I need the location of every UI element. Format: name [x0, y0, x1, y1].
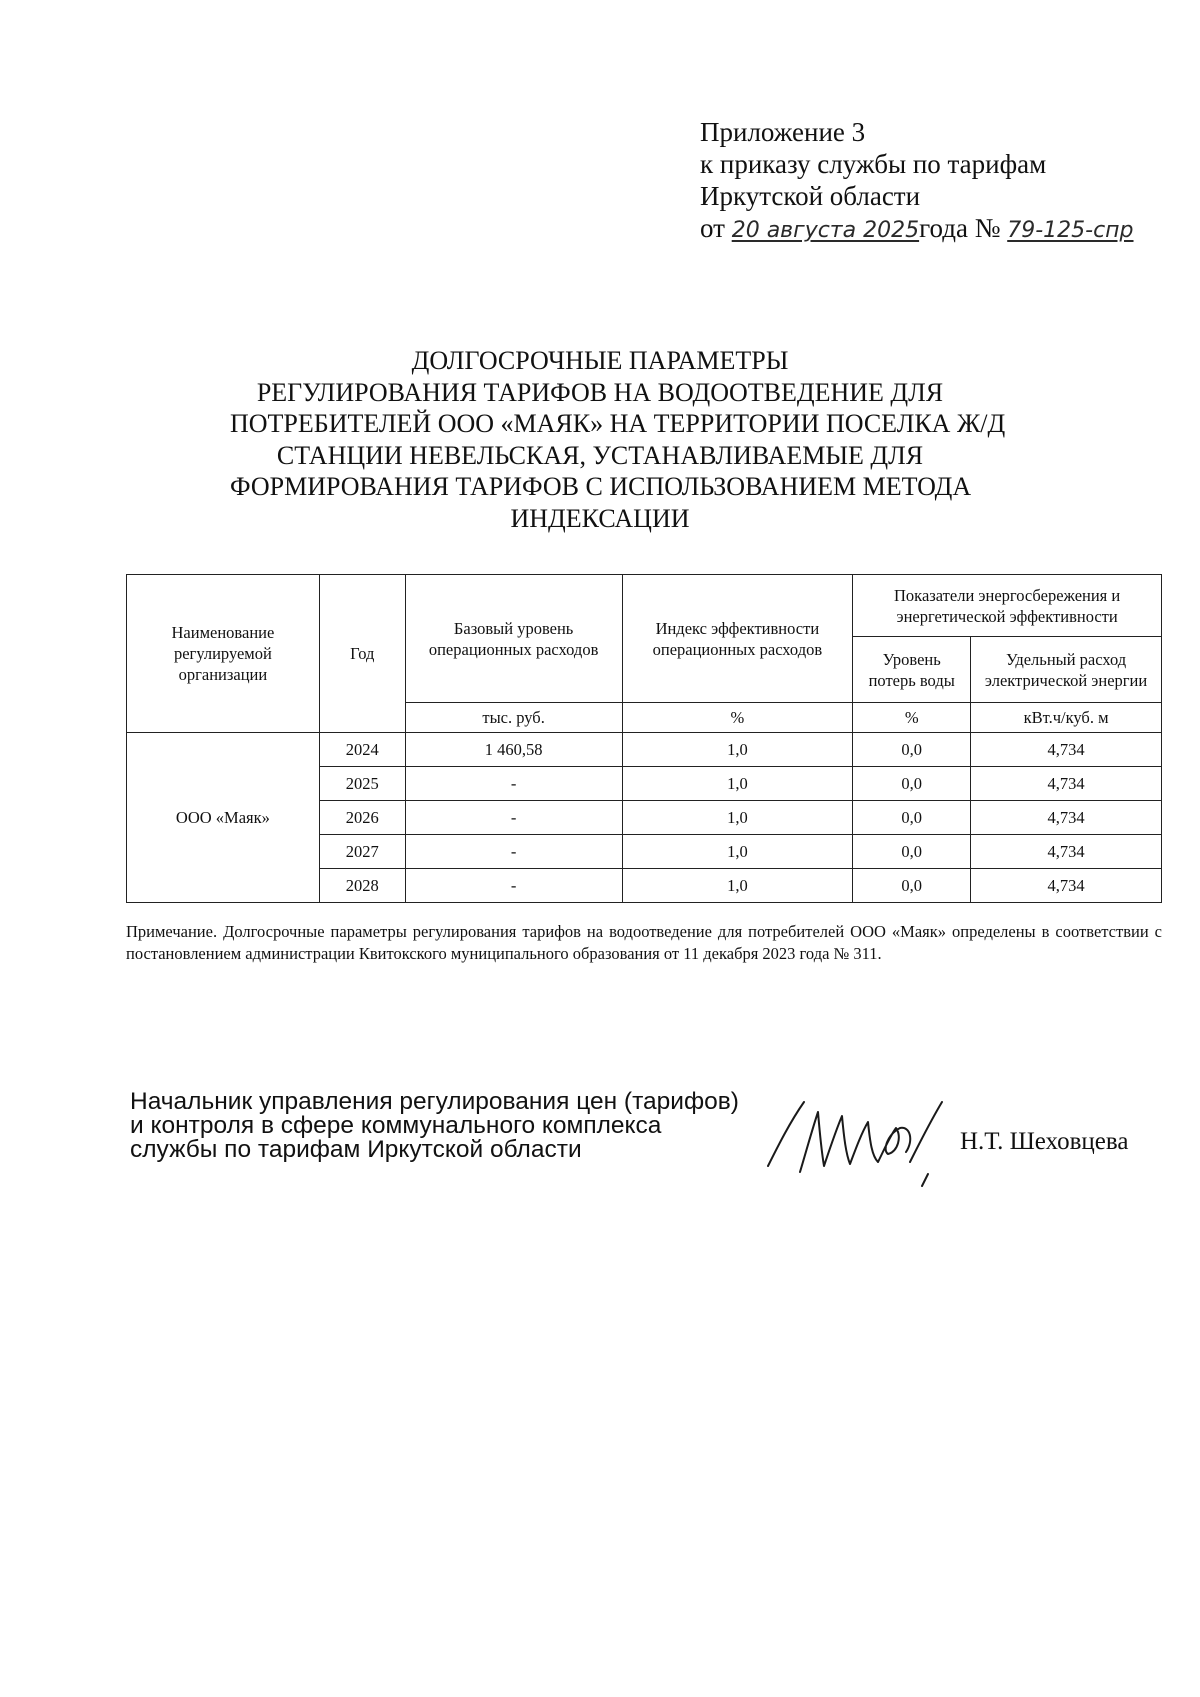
handwritten-order-number: 79-125-спр: [1007, 218, 1134, 243]
org-name-cell: ООО «Маяк»: [127, 733, 320, 903]
table-row: [127, 733, 1162, 767]
cell-specific: 4,734: [971, 733, 1162, 767]
year-number-label: года №: [919, 213, 1001, 243]
cell-year: 2026: [319, 801, 405, 835]
signer-position-line: и контроля в сфере коммунального комплекса: [130, 1112, 662, 1139]
appendix-header: [700, 116, 1180, 247]
table-note: Примечание. Долгосрочные параметры регулирования тарифов на водоотведение для потребителей ООО «Маяк» определены в соответствии с постановлением администрации Квитокского муниципального образования от 11 декабря 2023 года № 311.: [126, 922, 1162, 963]
cell-losses: 0,0: [853, 869, 971, 903]
title-line: СТАНЦИИ НЕВЕЛЬСКАЯ, УСТАНАВЛИВАЕМЫЕ ДЛЯ: [276, 440, 924, 470]
title-line: РЕГУЛИРОВАНИЯ ТАРИФОВ НА ВОДООТВЕДЕНИЕ ДЛЯ: [256, 377, 944, 407]
cell-specific: 4,734: [971, 835, 1162, 869]
cell-losses: 0,0: [853, 835, 971, 869]
signer-position: [130, 1090, 790, 1162]
cell-index: 1,0: [622, 801, 853, 835]
signer-position-line: службы по тарифам Иркутской области: [130, 1136, 582, 1163]
cell-base: -: [405, 801, 622, 835]
header-energy-group: Показатели энергосбережения и энергетической эффективности: [853, 575, 1162, 637]
cell-specific: 4,734: [971, 869, 1162, 903]
cell-index: 1,0: [622, 835, 853, 869]
cell-index: 1,0: [622, 767, 853, 801]
cell-base: -: [405, 767, 622, 801]
cell-specific: 4,734: [971, 767, 1162, 801]
cell-base: 1 460,58: [405, 733, 622, 767]
header-year: Год: [319, 575, 405, 733]
unit-index: %: [622, 703, 853, 733]
parameters-table: [126, 574, 1162, 903]
cell-index: 1,0: [622, 733, 853, 767]
cell-losses: 0,0: [853, 801, 971, 835]
cell-year: 2028: [319, 869, 405, 903]
appendix-order-ref: к приказу службы по тарифам: [700, 149, 1047, 179]
unit-specific: кВт.ч/куб. м: [971, 703, 1162, 733]
cell-index: 1,0: [622, 869, 853, 903]
cell-year: 2024: [319, 733, 405, 767]
handwritten-date: 20 августа 2025: [731, 218, 920, 243]
header-water-losses: Уровень потерь воды: [853, 637, 971, 703]
appendix-title: Приложение 3: [700, 117, 866, 147]
cell-base: -: [405, 869, 622, 903]
unit-losses: %: [853, 703, 971, 733]
header-org: Наименование регулируемой организации: [127, 575, 320, 733]
title-line: ДОЛГОСРОЧНЫЕ ПАРАМЕТРЫ: [411, 346, 789, 375]
unit-base: тыс. руб.: [405, 703, 622, 733]
cell-losses: 0,0: [853, 733, 971, 767]
signer-position-line: Начальник управления регулирования цен (тарифов): [130, 1088, 739, 1115]
cell-base: -: [405, 835, 622, 869]
appendix-date-line: [700, 212, 1180, 247]
header-base-level: Базовый уровень операционных расходов: [405, 575, 622, 703]
header-efficiency-index: Индекс эффективности операционных расходов: [622, 575, 853, 703]
cell-losses: 0,0: [853, 767, 971, 801]
title-line: ПОТРЕБИТЕЛЕЙ ООО «МАЯК» НА ТЕРРИТОРИИ ПОСЕЛКА Ж/Д: [230, 409, 1006, 438]
title-line: ФОРМИРОВАНИЯ ТАРИФОВ С ИСПОЛЬЗОВАНИЕМ МЕТОДА: [230, 472, 972, 501]
handwritten-signature: [760, 1088, 980, 1188]
signer-name: Н.Т. Шеховцева: [960, 1128, 1129, 1155]
cell-year: 2027: [319, 835, 405, 869]
cell-year: 2025: [319, 767, 405, 801]
cell-specific: 4,734: [971, 801, 1162, 835]
header-specific-consumption: Удельный расход электрической энергии: [971, 637, 1162, 703]
appendix-region: Иркутской области: [700, 181, 921, 211]
document-title: [230, 345, 1006, 534]
from-label: от: [700, 213, 725, 243]
title-line: ИНДЕКСАЦИИ: [510, 503, 690, 533]
